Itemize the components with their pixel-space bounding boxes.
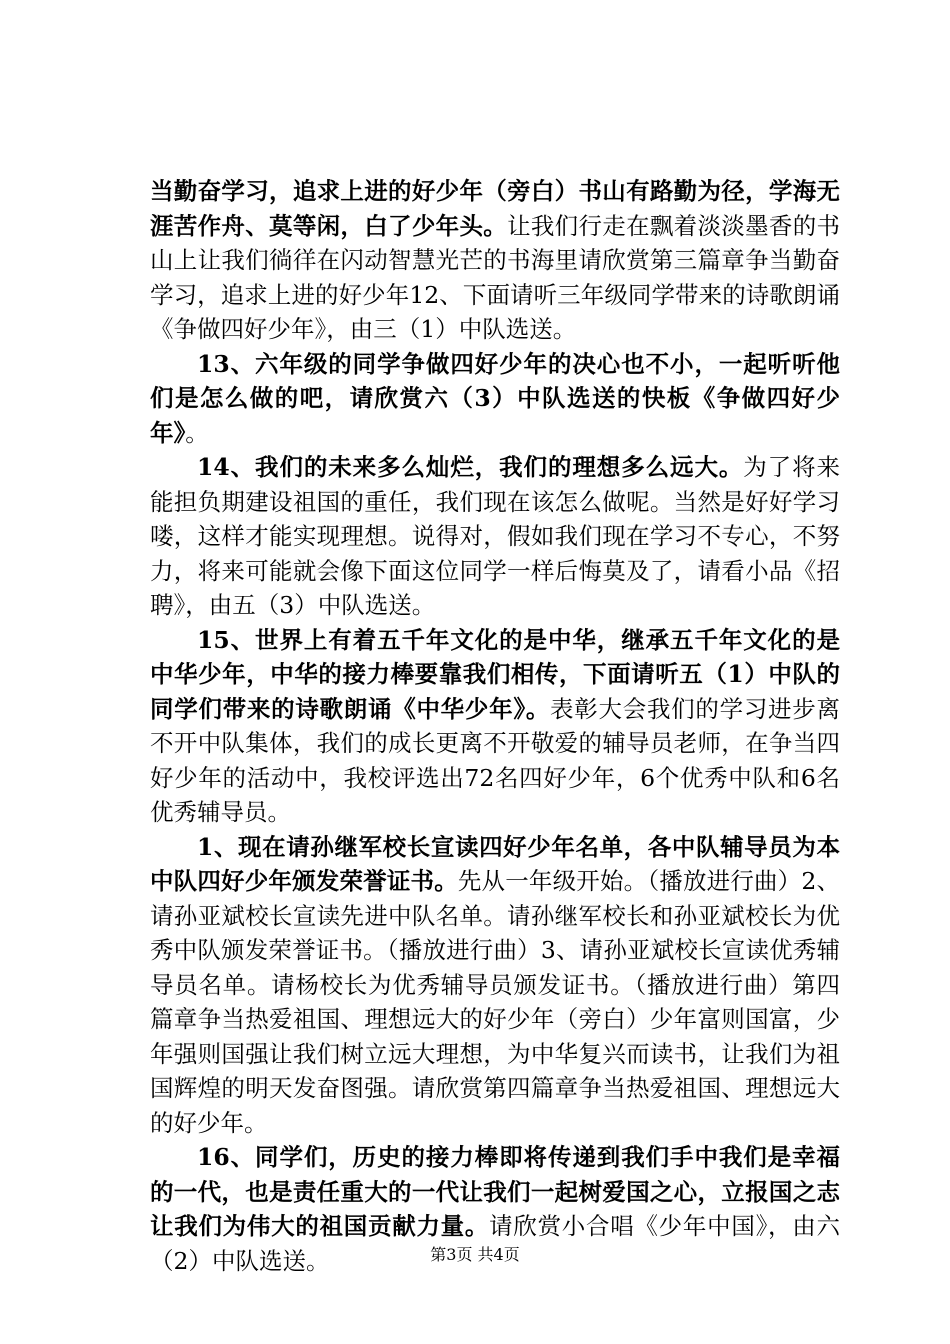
paragraph-5 <box>150 830 840 1141</box>
paragraph-1-bold: 当勤奋学习，追求上进的好少年（旁白）书山有路勤为径，学海无涯苦作舟、莫等闲，白了少年头。 <box>150 177 840 240</box>
paragraph-1 <box>150 174 840 347</box>
paragraph-6-bold: 16、同学们，历史的接力棒即将传递到我们手中我们是幸福的一代，也是责任重大的一代让我们一起树爱国之心，立报国之志让我们为伟大的祖国贡献力量。 <box>150 1143 840 1240</box>
paragraph-3-bold: 14、我们的未来多么灿烂，我们的理想多么远大。 <box>197 453 744 481</box>
paragraph-2-bold: 13、六年级的同学争做四好少年的决心也不小，一起听听他们是怎么做的吧，请欣赏六（3）中队选送的快板《争做四好少年》 <box>150 349 840 447</box>
paragraph-5-bold: 1、现在请孙继军校长宣读四好少年名单，各中队辅导员为本中队四好少年颁发荣誉证书。 <box>150 832 840 895</box>
paragraph-1-text: 让我们行走在飘着淡淡墨香的书山上让我们徜徉在闪动智慧光芒的书海里请欣赏第三篇章争当勤奋学习，追求上进的好少年12、下面请听三年级同学带来的诗歌朗诵《争做四好少年》，由三（1）中队选送。 <box>150 211 841 343</box>
paragraph-6-text: 请欣赏小合唱《少年中国》，由六（2）中队选送。 <box>150 1212 840 1275</box>
paragraph-3 <box>150 450 840 623</box>
paragraph-2-text: 。 <box>185 418 209 447</box>
paragraph-4-bold: 15、世界上有着五千年文化的是中华，继承五千年文化的是中华少年，中华的接力棒要靠我们相传，下面请听五（1）中队的同学们带来的诗歌朗诵《中华少年》。 <box>150 625 840 723</box>
paragraph-4-text: 表彰大会我们的学习进步离不开中队集体，我们的成长更离不开敬爱的辅导员老师，在争当四好少年的活动中，我校评选出72名四好少年，6个优秀中队和6名优秀辅导员。 <box>150 694 841 826</box>
document-body <box>150 174 840 1278</box>
paragraph-3-text: 为了将来能担负期建设祖国的重任，我们现在该怎么做呢。当然是好好学习喽，这样才能实现理想。说得对，假如我们现在学习不专心，不努力，将来可能就会像下面这位同学一样后悔莫及了，请看小品《招聘》，由五（3）中队选送。 <box>150 453 841 619</box>
paragraph-2 <box>150 347 840 451</box>
paragraph-4 <box>150 623 840 830</box>
page-footer: 第3页 共4页 <box>430 1245 520 1264</box>
paragraph-5-text: 先从一年级开始。（播放进行曲）2、请孙亚斌校长宣读先进中队名单。请孙继军校长和孙亚斌校长为优秀中队颁发荣誉证书。（播放进行曲）3、请孙亚斌校长宣读优秀辅导员名单。请杨校长为优秀辅导员颁发证书。（播放进行曲）第四篇章争当热爱祖国、理想远大的好少年（旁白）少年富则国富，少年强则国强让我们树立远大理想，为中华复兴而读书，让我们为祖国辉煌的明天发奋图强。请欣赏第四篇章争当热爱祖国、理想远大的好少年。 <box>150 867 840 1137</box>
